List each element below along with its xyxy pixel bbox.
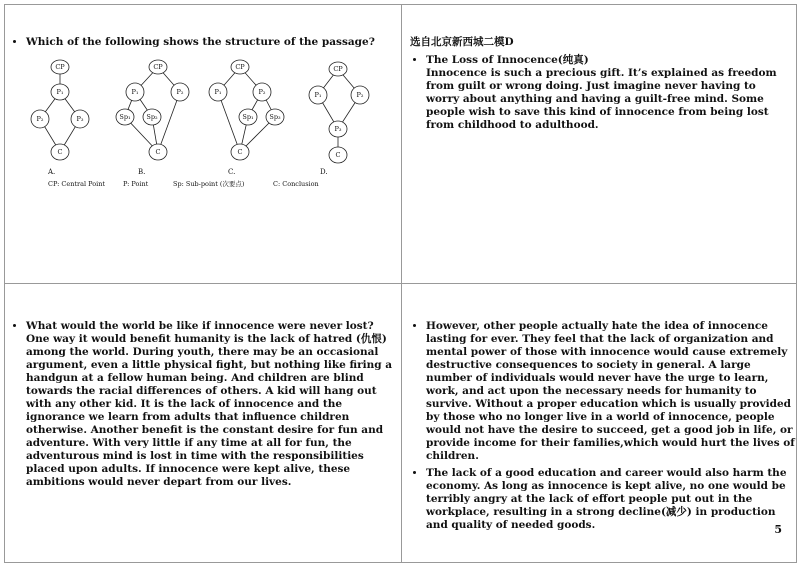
node-c: C (335, 151, 341, 159)
passage-title: • The Loss of Innocence(纯真) (426, 54, 589, 66)
node-c: C (57, 148, 63, 156)
node-p2: P₂ (176, 88, 184, 96)
page-number: 5 (774, 523, 782, 536)
option-a: A. (48, 168, 56, 176)
node-c: C (155, 148, 161, 156)
node-cp: CP (235, 63, 245, 71)
legend-p: P: Point (123, 180, 149, 188)
node-p1: P₁ (131, 88, 139, 96)
node-sp1: Sp₁ (119, 113, 131, 121)
node-p1: P₁ (214, 88, 222, 96)
node-p2: P₂ (36, 115, 44, 123)
legend-sp: Sp: Sub-point (次要点) (173, 180, 245, 188)
node-c: C (237, 148, 243, 156)
node-p3: P₃ (334, 125, 342, 133)
passage-intro (410, 54, 790, 136)
node-p1: P₁ (56, 88, 64, 96)
node-sp2: Sp₂ (146, 113, 158, 121)
paragraph-text: • However, other people actually hate the idea of innocence lasting for ever. They feel that the lack of organization and mental power of those with innocence would cause extremely destructive consequences to society in general. A large number of individuals would never have the urge to learn, work, and act upon the necessary needs for humanity to survive. Without a proper education which is usually provided by those who no longer live in a world of innocence, people would not have the desire to succeed, get a good job in life, or provide income for their families,which would hurt the lives of children. (426, 320, 795, 463)
node-cp: CP (153, 63, 163, 71)
passage-intro-text: Innocence is such a precious gift. It’s explained as freedom from guilt or wrong doing. Just imagine never having to worry about anything and having a guilt-free mind. Some people wish to save this kind of innocence from being lost from childhood to adulthood. (426, 67, 777, 131)
node-cp: CP (333, 65, 343, 73)
option-b: B. (138, 168, 146, 176)
paragraph-text: • What would the world be like if innocence were never lost? One way it would benefit humanity is the lack of hatred (仇恨) among the world. During youth, there may be an occasional argument, even a little physical fight, but nothing like firing a handgun at a fellow human being. And children are blind towards the racial differences of others. A kid will hang out with any other kid. It is the lack of innocence and the ignorance we learn from adults that influence children otherwise. Another benefit is the constant desire for fun and adventure. With very little if any time at all for fun, the adventurous mind is lost in time with the responsibilities placed upon adults. If innocence were kept alive, these ambitions would never depart from our lives. (26, 320, 395, 489)
option-c: C. (228, 168, 236, 176)
question-block (10, 36, 395, 53)
paragraph-block-right (410, 320, 795, 536)
paragraph-block-left (10, 320, 395, 493)
structure-diagrams (30, 57, 380, 192)
legend-cp: CP: Central Point (48, 180, 106, 188)
node-sp3: Sp₃ (269, 113, 281, 121)
source-label: 选自北京新西城二模D (410, 36, 514, 48)
node-cp: CP (55, 63, 65, 71)
node-p1: P₁ (314, 91, 322, 99)
node-sp1: Sp₁ (242, 113, 254, 121)
question-text: • Which of the following shows the structure of the passage? (26, 36, 395, 49)
legend-c: C: Conclusion (273, 180, 319, 188)
node-p2: P₂ (258, 88, 266, 96)
node-p3: P₃ (76, 115, 84, 123)
horizontal-divider (4, 283, 796, 284)
paragraph-text: • The lack of a good education and career would also harm the economy. As long as innocence is kept alive, no one would be terribly angry at the lack of effort people put out in the workplace, resulting in a strong decline(减少) in production and quality of needed goods. (426, 467, 795, 532)
node-p2: P₂ (356, 91, 364, 99)
option-d: D. (320, 168, 328, 176)
